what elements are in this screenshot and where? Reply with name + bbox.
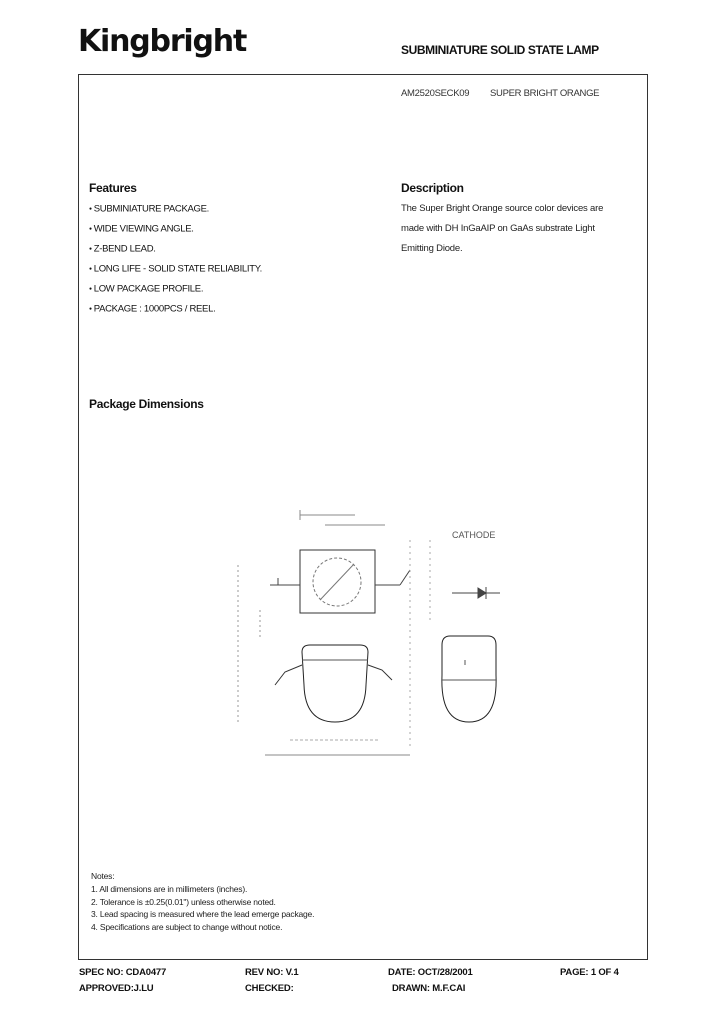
approved-by: APPROVED:J.LU [79,983,154,994]
note-line: 2. Tolerance is ±0.25(0.01") unless otherwise noted. [91,896,276,907]
description-heading: Description [401,181,464,195]
part-description: SUPER BRIGHT ORANGE [490,88,600,99]
page-number: PAGE: 1 OF 4 [560,967,619,978]
description-line: The Super Bright Orange source color devices are [401,203,604,214]
feature-item: ● WIDE VIEWING ANGLE. [89,222,262,242]
revision-number: REV NO: V.1 [245,967,299,978]
notes-block [91,870,314,934]
description-line: made with DH InGaAIP on GaAs substrate Light [401,223,595,234]
features-list [89,202,262,322]
features-heading: Features [89,181,137,195]
cathode-label: CATHODE [452,530,496,540]
description-line: Emitting Diode. [401,243,463,254]
document-title: SUBMINIATURE SOLID STATE LAMP [401,43,599,57]
feature-item: ● LOW PACKAGE PROFILE. [89,282,262,302]
feature-item: ● PACKAGE : 1000PCS / REEL. [89,302,262,322]
drawn-by: DRAWN: M.F.CAI [392,983,466,994]
brand-logo: Kingbright [78,24,247,59]
document-date: DATE: OCT/28/2001 [388,967,473,978]
note-line: 4. Specifications are subject to change without notice. [91,922,283,933]
notes-title: Notes: [91,871,115,881]
part-number: AM2520SECK09 [401,88,470,99]
description-text [401,202,603,262]
feature-item: ● LONG LIFE - SOLID STATE RELIABILITY. [89,262,262,282]
package-dimensions-heading: Package Dimensions [89,397,204,411]
package-dimensions-drawing [220,500,520,765]
note-line: 1. All dimensions are in millimeters (inches). [91,883,248,894]
spec-number: SPEC NO: CDA0477 [79,967,167,978]
checked-by: CHECKED: [245,983,294,994]
note-line: 3. Lead spacing is measured where the lead emerge package. [91,909,315,920]
feature-item: ● SUBMINIATURE PACKAGE. [89,202,262,222]
feature-item: ● Z-BEND LEAD. [89,242,262,262]
